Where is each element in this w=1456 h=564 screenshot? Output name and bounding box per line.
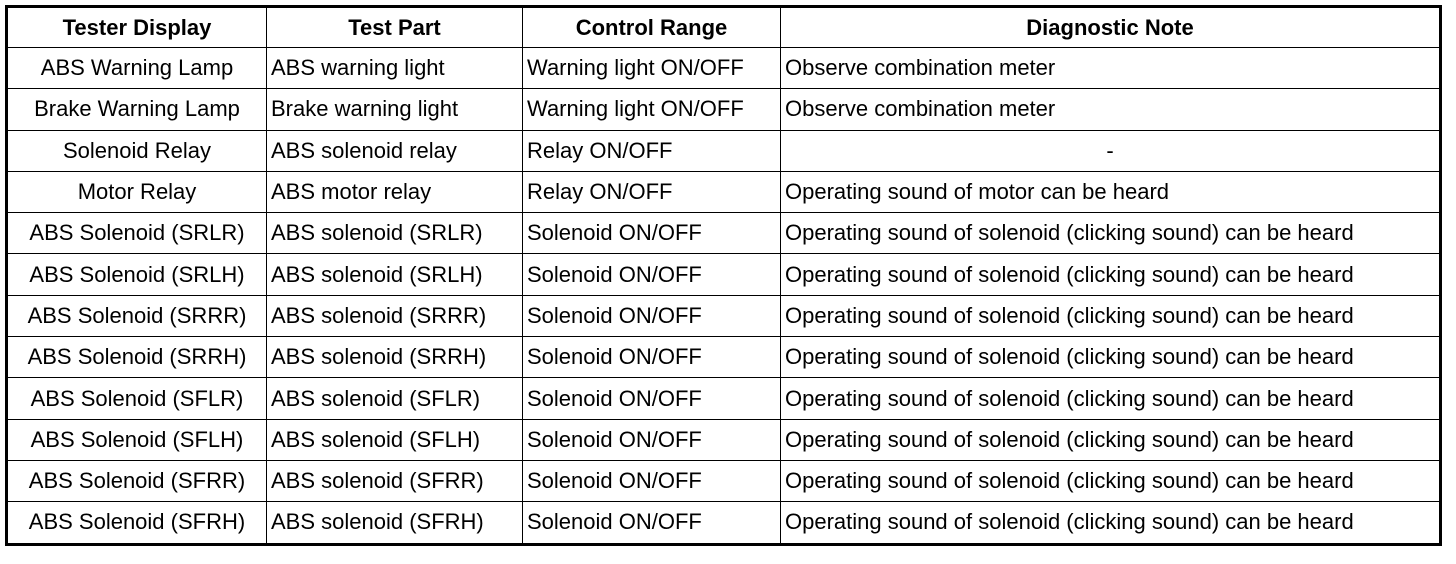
test-part-cell: ABS solenoid (SFLR) xyxy=(267,378,523,419)
test-part-cell: ABS solenoid (SFRR) xyxy=(267,460,523,501)
control-range-cell: Solenoid ON/OFF xyxy=(523,254,781,295)
tester-display-cell: Motor Relay xyxy=(7,171,267,212)
test-part-cell: ABS solenoid (SFLH) xyxy=(267,419,523,460)
header-diagnostic-note: Diagnostic Note xyxy=(781,7,1441,48)
table-row xyxy=(7,337,1441,378)
control-range-cell: Solenoid ON/OFF xyxy=(523,502,781,544)
tester-display-cell: ABS Solenoid (SRRR) xyxy=(7,295,267,336)
tester-display-cell: ABS Solenoid (SRLH) xyxy=(7,254,267,295)
diagnostic-note-cell: Operating sound of solenoid (clicking sound) can be heard xyxy=(781,337,1441,378)
diagnostic-note-cell: Operating sound of solenoid (clicking sound) can be heard xyxy=(781,378,1441,419)
diagnostic-note-cell: Operating sound of solenoid (clicking sound) can be heard xyxy=(781,419,1441,460)
header-test-part: Test Part xyxy=(267,7,523,48)
table-row xyxy=(7,213,1441,254)
tester-display-cell: ABS Solenoid (SFLR) xyxy=(7,378,267,419)
diagnostic-note-cell: Observe combination meter xyxy=(781,48,1441,89)
test-part-cell: ABS solenoid relay xyxy=(267,130,523,171)
diagnostic-note-cell: Operating sound of solenoid (clicking sound) can be heard xyxy=(781,213,1441,254)
control-range-cell: Relay ON/OFF xyxy=(523,130,781,171)
test-part-cell: Brake warning light xyxy=(267,89,523,130)
tester-display-cell: ABS Solenoid (SRLR) xyxy=(7,213,267,254)
control-range-cell: Solenoid ON/OFF xyxy=(523,337,781,378)
control-range-cell: Relay ON/OFF xyxy=(523,171,781,212)
test-part-cell: ABS warning light xyxy=(267,48,523,89)
test-part-cell: ABS solenoid (SRLH) xyxy=(267,254,523,295)
table-row xyxy=(7,89,1441,130)
table-row xyxy=(7,130,1441,171)
test-part-cell: ABS motor relay xyxy=(267,171,523,212)
table-row xyxy=(7,171,1441,212)
table-row xyxy=(7,254,1441,295)
diagnostic-note-cell: Operating sound of solenoid (clicking sound) can be heard xyxy=(781,254,1441,295)
diagnostic-note-cell: Operating sound of solenoid (clicking sound) can be heard xyxy=(781,502,1441,544)
header-control-range: Control Range xyxy=(523,7,781,48)
table-row xyxy=(7,48,1441,89)
test-part-cell: ABS solenoid (SRRR) xyxy=(267,295,523,336)
control-range-cell: Solenoid ON/OFF xyxy=(523,378,781,419)
table-row xyxy=(7,502,1441,544)
table-container xyxy=(5,5,1439,546)
control-range-cell: Solenoid ON/OFF xyxy=(523,460,781,501)
control-range-cell: Solenoid ON/OFF xyxy=(523,419,781,460)
header-tester-display: Tester Display xyxy=(7,7,267,48)
diagnostic-note-cell: Operating sound of solenoid (clicking sound) can be heard xyxy=(781,460,1441,501)
tester-display-cell: ABS Warning Lamp xyxy=(7,48,267,89)
control-range-cell: Warning light ON/OFF xyxy=(523,48,781,89)
diagnostic-note-cell: Operating sound of motor can be heard xyxy=(781,171,1441,212)
table-row xyxy=(7,378,1441,419)
control-range-cell: Solenoid ON/OFF xyxy=(523,213,781,254)
diagnostic-note-cell: Operating sound of solenoid (clicking sound) can be heard xyxy=(781,295,1441,336)
table-row xyxy=(7,419,1441,460)
test-part-cell: ABS solenoid (SRRH) xyxy=(267,337,523,378)
tester-display-cell: ABS Solenoid (SFRR) xyxy=(7,460,267,501)
control-range-cell: Warning light ON/OFF xyxy=(523,89,781,130)
control-range-cell: Solenoid ON/OFF xyxy=(523,295,781,336)
tester-display-cell: Solenoid Relay xyxy=(7,130,267,171)
test-part-cell: ABS solenoid (SRLR) xyxy=(267,213,523,254)
header-row xyxy=(7,7,1441,48)
tester-display-cell: ABS Solenoid (SFLH) xyxy=(7,419,267,460)
tester-display-cell: ABS Solenoid (SFRH) xyxy=(7,502,267,544)
diagnostic-note-cell: Observe combination meter xyxy=(781,89,1441,130)
table-row xyxy=(7,295,1441,336)
tester-display-cell: ABS Solenoid (SRRH) xyxy=(7,337,267,378)
tester-display-cell: Brake Warning Lamp xyxy=(7,89,267,130)
table-row xyxy=(7,460,1441,501)
test-part-cell: ABS solenoid (SFRH) xyxy=(267,502,523,544)
active-test-table xyxy=(5,5,1442,546)
diagnostic-note-cell: - xyxy=(781,130,1441,171)
